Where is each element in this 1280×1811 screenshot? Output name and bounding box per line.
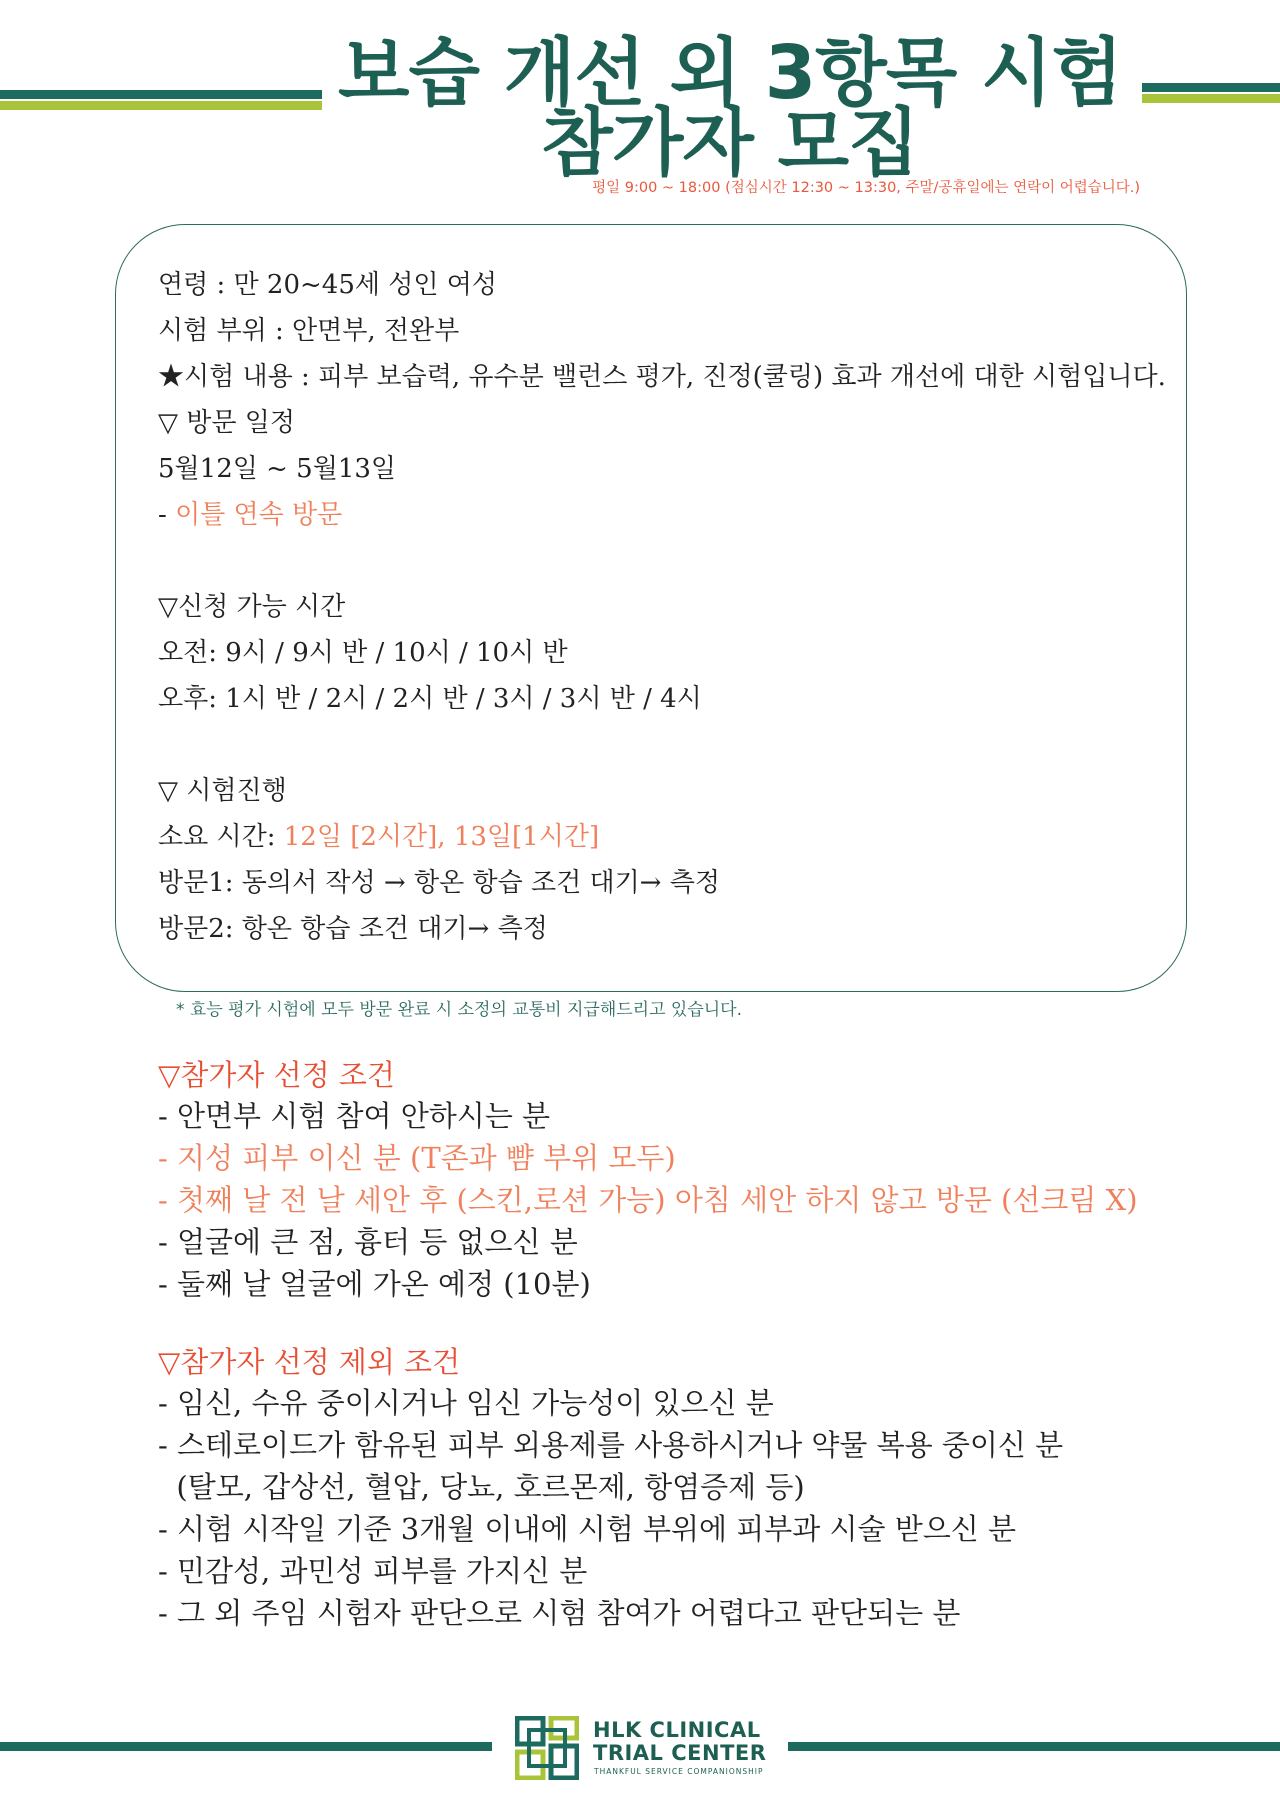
exclusion-item: - 민감성, 과민성 피부를 가지신 분 bbox=[158, 1554, 588, 1588]
selection-text: 첫째 날 전 날 세안 후 (스킨,로션 가능) 아침 세안 하지 않고 방문 (선크림 X) bbox=[177, 1183, 1138, 1217]
duration-value: 12일 [2시간], 13일[1시간] bbox=[283, 822, 600, 852]
selection-text: 둘째 날 얼굴에 가온 예정 (10분) bbox=[177, 1267, 591, 1301]
area-line: 시험 부위 : 안면부, 전완부 bbox=[158, 316, 460, 346]
content-line: ★시험 내용 : 피부 보습력, 유수분 밸런스 평가, 진정(쿨링) 효과 개선에 대한 시험입니다. bbox=[158, 362, 1166, 392]
hlk-logo bbox=[515, 1712, 765, 1782]
visit-dash: - bbox=[158, 500, 176, 530]
visit-dates: 5월12일 ~ 5월13일 bbox=[158, 454, 397, 484]
selection-item bbox=[158, 1183, 1138, 1218]
selection-item bbox=[158, 1267, 591, 1302]
time-am: 오전: 9시 / 9시 반 / 10시 / 10시 반 bbox=[158, 638, 568, 668]
dash: - bbox=[158, 1099, 178, 1133]
hours-note: 평일 9:00 ~ 18:00 (점심시간 12:30 ~ 13:30, 주말/공휴일에는 연락이 어렵습니다.) bbox=[592, 180, 1140, 196]
visit-note-line bbox=[158, 500, 342, 531]
logo-line1: HLK CLINICAL bbox=[593, 1718, 761, 1742]
selection-text: 안면부 시험 참여 안하시는 분 bbox=[177, 1099, 551, 1133]
exclusion-item: - 그 외 주임 시험자 판단으로 시험 참여가 어렵다고 판단되는 분 bbox=[158, 1596, 961, 1630]
selection-text: 얼굴에 큰 점, 흉터 등 없으신 분 bbox=[177, 1225, 578, 1259]
selection-item bbox=[158, 1225, 578, 1260]
visit-heading: ▽ 방문 일정 bbox=[158, 408, 295, 438]
exclusion-heading: ▽참가자 선정 제외 조건 bbox=[158, 1345, 461, 1379]
visit-note: 이틀 연속 방문 bbox=[175, 500, 343, 530]
duration-label: 소요 시간: bbox=[158, 822, 284, 852]
selection-item bbox=[158, 1141, 676, 1176]
time-pm: 오후: 1시 반 / 2시 / 2시 반 / 3시 / 3시 반 / 4시 bbox=[158, 684, 702, 714]
header-stripe-right bbox=[1142, 83, 1280, 103]
footer-stripe-right bbox=[788, 1742, 1280, 1751]
footer-stripe-left bbox=[0, 1742, 492, 1751]
visit1-line: 방문1: 동의서 작성 → 항온 항습 조건 대기→ 측정 bbox=[158, 868, 720, 898]
exclusion-item: - 스테로이드가 함유된 피부 외용제를 사용하시거나 약물 복용 중이신 분 bbox=[158, 1428, 1064, 1462]
page-title-line1: 보습 개선 외 3항목 시험 bbox=[338, 30, 1122, 116]
progress-heading: ▽ 시험진행 bbox=[158, 776, 287, 806]
time-heading: ▽신청 가능 시간 bbox=[158, 592, 346, 622]
visit2-line: 방문2: 항온 항습 조건 대기→ 측정 bbox=[158, 914, 548, 944]
logo-tagline: THANKFUL SERVICE COMPANIONSHIP bbox=[594, 1767, 764, 1776]
duration-line bbox=[158, 822, 599, 853]
hlk-logo-mark-icon bbox=[515, 1716, 579, 1780]
selection-item bbox=[158, 1099, 550, 1134]
dash: - bbox=[158, 1225, 178, 1259]
selection-heading: ▽참가자 선정 조건 bbox=[158, 1058, 395, 1092]
dash: - bbox=[158, 1183, 178, 1217]
logo-line2: TRIAL CENTER bbox=[593, 1741, 767, 1765]
dash: - bbox=[158, 1141, 178, 1175]
transport-note: * 효능 평가 시험에 모두 방문 완료 시 소정의 교통비 지급해드리고 있습니다. bbox=[176, 1000, 743, 1020]
exclusion-item: - 시험 시작일 기준 3개월 이내에 시험 부위에 피부과 시술 받으신 분 bbox=[158, 1512, 1017, 1546]
exclusion-item: - 임신, 수유 중이시거나 임신 가능성이 있으신 분 bbox=[158, 1386, 774, 1420]
age-line: 연령 : 만 20~45세 성인 여성 bbox=[158, 270, 497, 300]
exclusion-item: (탈모, 갑상선, 혈압, 당뇨, 호르몬제, 항염증제 등) bbox=[158, 1470, 805, 1504]
page-title-line2: 참가자 모집 bbox=[541, 100, 919, 186]
header-stripe-left bbox=[0, 90, 322, 110]
selection-text: 지성 피부 이신 분 (T존과 뺨 부위 모두) bbox=[177, 1141, 676, 1175]
dash: - bbox=[158, 1267, 178, 1301]
